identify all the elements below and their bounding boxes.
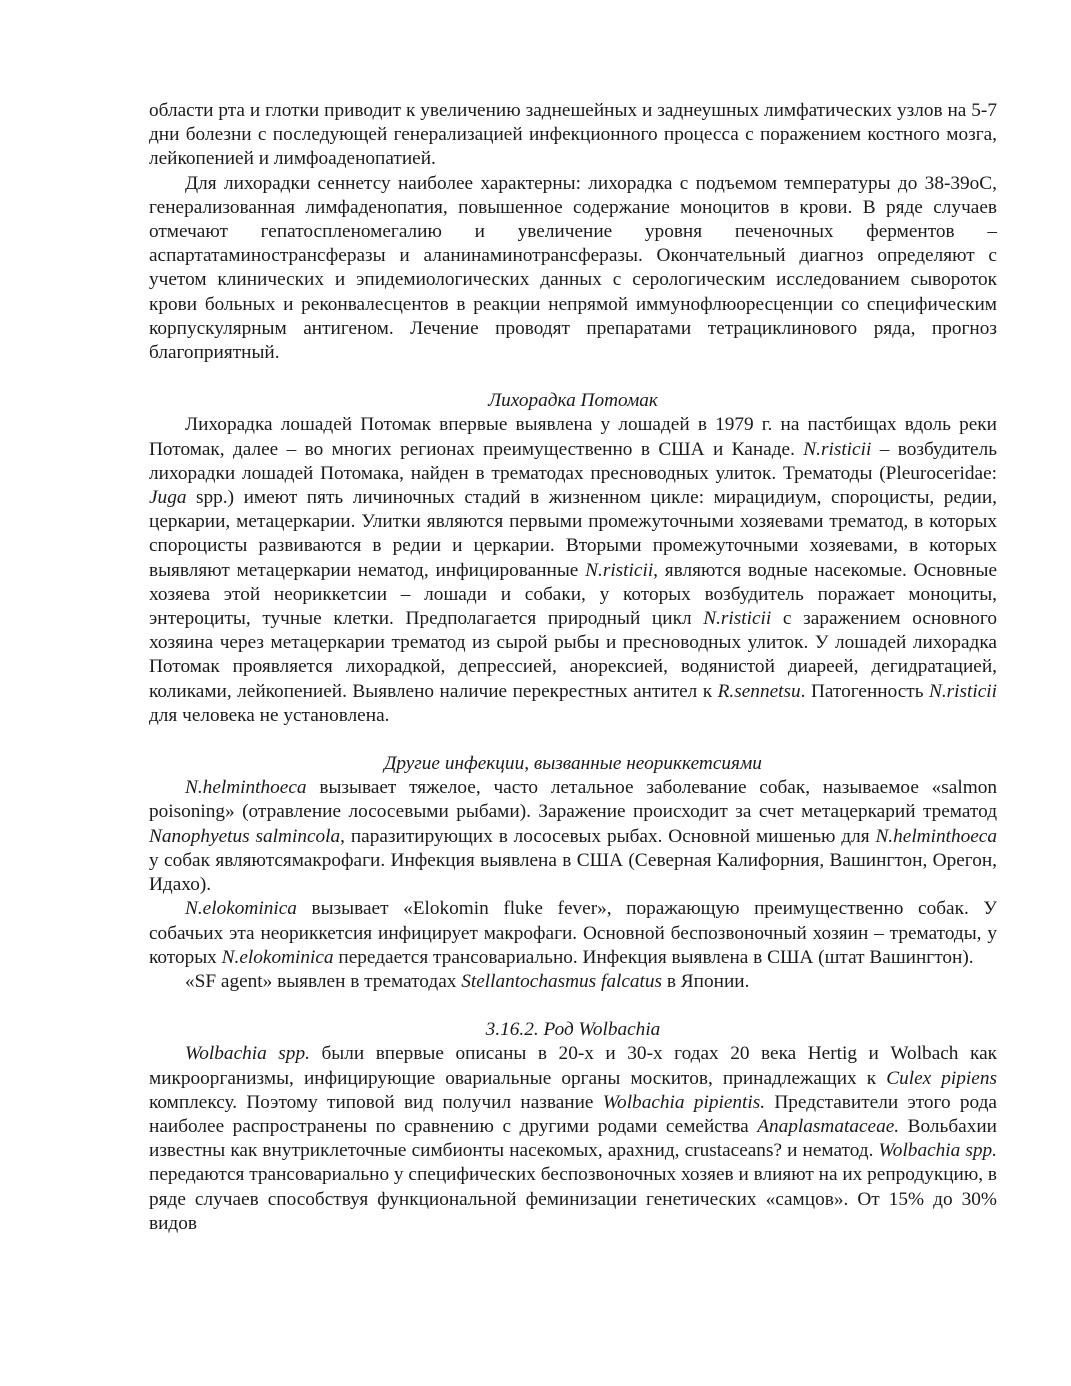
spacer bbox=[149, 728, 997, 752]
paragraph-elokominica: N.elokominica вызывает «Elokomin fluke fever», поражающую преимущественно собак. У собачьих эта неориккетсия инфицирует макрофаги. Основной беспозвоночный хозяин – трематоды, у которых N.elokominica передается трансовариально. Инфекция выявлена в США (штат Вашингтон). bbox=[149, 898, 997, 968]
paragraph-sf-agent: «SF agent» выявлен в трематодах Stellantochasmus falcatus в Японии. bbox=[185, 970, 750, 992]
heading-wolbachia: 3.16.2. Род Wolbachia bbox=[485, 1019, 661, 1041]
heading-potomac-fever: Лихорадка Потомак bbox=[488, 390, 658, 412]
document-page bbox=[149, 99, 997, 1236]
paragraph-lymph-nodes: области рта и глотки приводит к увеличению заднешейных и заднеушных лимфатических узлов на 5-7 дни болезни с последующей генерализацией инфекционного процесса с поражением костного мозга, лейкопенией и лимфоаденопатией. bbox=[149, 100, 997, 170]
paragraph-helminthoeca: N.helminthoeca вызывает тяжелое, часто летальное заболевание собак, называемое «salmon poisoning» (отравление лососевыми рыбами). Заражение происходит за счет метацеркарий трематод Nanophyetus salmincola, паразитирующих в лососевых рыбах. Основной мишенью для N.helminthoeca у собак являютсямакрофаги. Инфекция выявлена в США (Северная Калифорния, Вашингтон, Орегон, Идахо). bbox=[149, 777, 997, 896]
spacer bbox=[149, 365, 997, 389]
spacer bbox=[149, 994, 997, 1018]
paragraph-wolbachia: Wolbachia spp. были впервые описаны в 20-х и 30-х годах 20 века Hertig и Wolbach как микроорганизмы, инфицирующие овариальные органы москитов, принадлежащих к Culex pipiens комплексу. Поэтому типовой вид получил название Wolbachia pipientis. Представители этого рода наиболее распространены по сравнению с другими родами семейства Anaplasmataceae. Вольбахии известны как внутриклеточные симбионты насекомых, арахнид, crustaceans? и нематод. Wolbachia spp. передаются трансовариально у специфических беспозвоночных хозяев и влияют на их репродукцию, в ряде случаев способствуя функциональной феминизации генетических «самцов». От 15% до 30% видов bbox=[149, 1043, 997, 1234]
paragraph-sennetsu-fever: Для лихорадки сеннетсу наиболее характерны: лихорадка с подъемом температуры до 38-39оС, генерализованная лимфаденопатия, повышенное содержание моноцитов в крови. В ряде случаев отмечают гепатоспленомегалию и увеличение уровня печеночных ферментов – аспартатаминострансферазы и аланинаминотрансферазы. Окончательный диагноз определяют с учетом клинических и эпидемиологических данных с серологическим исследованием сывороток крови больных и реконвалесцентов в реакции непрямой иммунофлюоресценции со специфическим корпускулярным антигеном. Лечение проводят препаратами тетрациклинового ряда, прогноз благоприятный. bbox=[149, 172, 997, 364]
paragraph-potomac-fever: Лихорадка лошадей Потомак впервые выявлена у лошадей в 1979 г. на пастбищах вдоль реки Потомак, далее – во многих регионах преимущественно в США и Канаде. N.risticii – возбудитель лихорадки лошадей Потомака, найден в трематодах пресноводных улиток. Трематоды (Pleuroceridae: Juga spp.) имеют пять личиночных стадий в жизненном цикле: мирацидиум, спороцисты, редии, церкарии, метацеркарии. Улитки являются первыми промежуточными хозяевами трематод, в которых спороцисты развиваются в редии и церкарии. Вторыми промежуточными хозяевами, в которых выявляют метацеркарии нематод, инфицированные N.risticii, являются водные насекомые. Основные хозяева этой неориккетсии – лошади и собаки, у которых возбудитель поражает моноциты, энтероциты, тучные клетки. Предполагается природный цикл N.risticii с заражением основного хозяина через метацеркарии трематод из сырой рыбы и пресноводных улиток. У лошадей лихорадка Потомак проявляется лихорадкой, депрессией, анорексией, водянистой диареей, дегидратацией, коликами, лейкопенией. Выявлено наличие перекрестных антител к R.sennetsu. Патогенность N.risticii для человека не установлена. bbox=[149, 414, 997, 726]
heading-other-infections: Другие инфекции, вызванные неориккетсиями bbox=[384, 753, 762, 775]
